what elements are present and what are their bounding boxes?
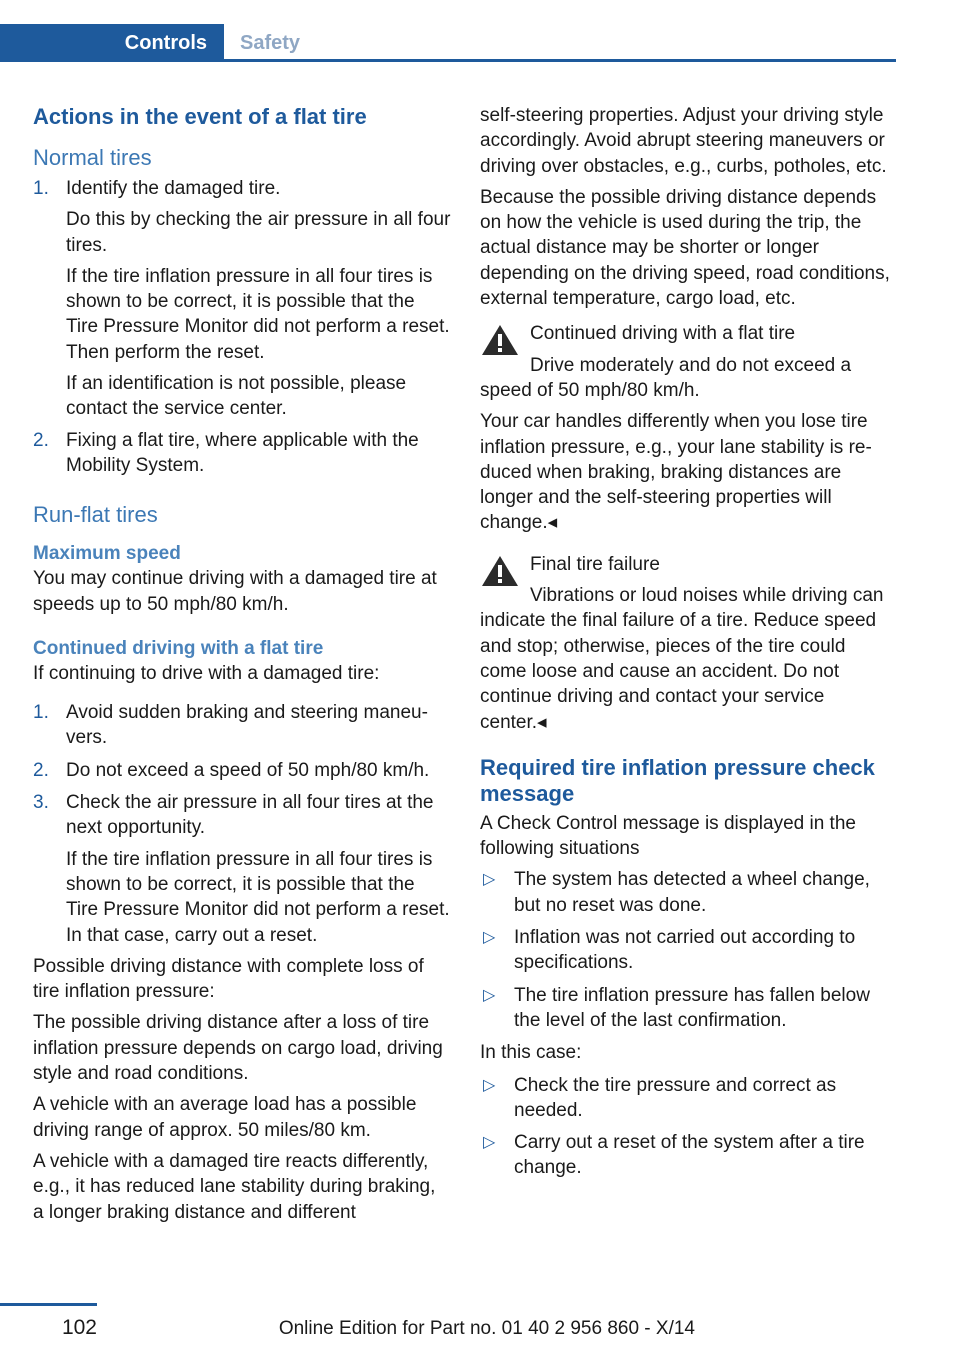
tab-controls-label: Controls [124, 31, 207, 54]
heading-continued-driving: Continued driving with a flat tire [33, 637, 324, 659]
step-text: Check the air pressure in all four tires at the next opportunity. [66, 792, 434, 839]
list-item [480, 867, 894, 918]
list-item [480, 1130, 894, 1181]
warning-icon [480, 323, 520, 357]
step-text: Identify the damaged tire. [66, 178, 281, 199]
paragraph: In this case: [480, 1042, 582, 1064]
tab-safety-label: Safety [240, 31, 301, 54]
step-paragraph: If the tire inflation pressure in all four tires is shown to be correct, it is possible that the Tire Pressure Monitor did not perform a reset. Then perform the reset. [66, 265, 450, 363]
list-item [480, 983, 894, 1034]
list-number: 1. [33, 178, 49, 199]
list-item-text: Check the tire pressure and correct as needed. [514, 1074, 837, 1121]
list-number: 2. [33, 759, 49, 781]
left-column [33, 100, 451, 1225]
right-column [480, 100, 894, 1181]
tab-controls[interactable] [0, 24, 224, 62]
edition-footer: Online Edition for Part no. 01 40 2 956 860 - X/14 [278, 1318, 695, 1339]
list-item [33, 428, 451, 479]
paragraph: If continuing to drive with a damaged tire: [33, 662, 380, 684]
continued-driving-steps [33, 700, 451, 948]
step-text: Do not exceed a speed of 50 mph/80 km/h. [66, 759, 430, 781]
list-item [480, 1073, 894, 1124]
paragraph: A vehicle with an average load has a possible driving range of approx. 50 miles/80 km. [33, 1094, 417, 1141]
normal-tires-steps [33, 176, 451, 478]
heading-run-flat-tires: Run-flat tires [33, 502, 158, 528]
paragraph: A Check Control message is displayed in the following situations [480, 812, 856, 860]
heading-maximum-speed: Maximum speed [33, 543, 181, 565]
list-item-text: The system has detected a wheel change, but no reset was done. [514, 869, 870, 916]
bullet-triangle-icon: ▷ [483, 1076, 496, 1094]
paragraph: Because the possible driving distance depends on how the vehicle is used during the trip, the actual distance may be shorter or longer depending on the driving speed, road conditions, external temperature, cargo load, etc. [480, 186, 890, 310]
step-paragraph: Do this by checking the air pressure in all four tires. [66, 209, 451, 256]
paragraph: Your car handles differently when you lose tire inflation pressure, e.g., your lane stability is reduced when braking, braking distances are longer and the self-steering properties will change.◂ [480, 411, 872, 534]
paragraph: A vehicle with a damaged tire reacts differently, e.g., it has reduced lane stability during braking, a longer braking distance and different [33, 1150, 436, 1223]
check-situations-list [480, 867, 894, 1033]
step-text: Fixing a flat tire, where applicable with the Mobility System. [66, 429, 419, 476]
list-number: 2. [33, 429, 49, 451]
list-number: 1. [33, 702, 49, 724]
list-item [33, 790, 451, 948]
bullet-triangle-icon: ▷ [483, 929, 496, 947]
page-number: 102 [61, 1316, 97, 1339]
step-paragraph: If the tire inflation pressure in all four tires is shown to be correct, it is possible that the Tire Pressure Monitor did not perform a reset. In that case, carry out a reset. [66, 848, 450, 946]
paragraph: Possible driving distance with complete loss of tire inflation pressure: [33, 955, 424, 1003]
paragraph: self-steering properties. Adjust your driving style accordingly. Avoid abrupt steering maneuvers or driving over obstacles, e.g., curbs, potholes, etc. [480, 105, 887, 177]
footer-rule [0, 1303, 97, 1306]
step-paragraph: If an identification is not possible, please contact the service center. [66, 373, 407, 420]
bullet-triangle-icon: ▷ [483, 871, 496, 889]
warning-final-tire-failure [480, 552, 894, 735]
heading-normal-tires: Normal tires [33, 145, 152, 170]
warning-text: Drive moderately and do not exceed a speed of 50 mph/80 km/h. [480, 354, 852, 401]
section-tab-bar [0, 24, 896, 62]
heading-check-message: Required tire inflation pressure check message [480, 754, 875, 806]
tab-safety[interactable] [240, 24, 300, 62]
list-number: 3. [33, 792, 49, 814]
list-item-text: The tire inflation pressure has fallen below the level of the last confirmation. [514, 984, 870, 1031]
list-item [480, 925, 894, 976]
warning-flat-tire [480, 321, 894, 403]
paragraph: You may continue driving with a damaged tire at speeds up to 50 mph/80 km/h. [33, 568, 437, 615]
in-this-case-list [480, 1073, 894, 1181]
warning-title: Continued driving with a flat tire [530, 323, 796, 345]
bullet-triangle-icon: ▷ [483, 1134, 496, 1152]
list-item [33, 176, 451, 422]
list-item-text: Inflation was not carried out according to specifications. [514, 927, 856, 974]
paragraph: The possible driving distance after a loss of tire inflation pressure depends on cargo load, driving style and road conditions. [33, 1012, 443, 1085]
list-item-text: Carry out a reset of the system after a tire change. [514, 1132, 865, 1179]
bullet-triangle-icon: ▷ [483, 986, 496, 1004]
page-title: Actions in the event of a flat tire [33, 104, 367, 129]
list-item [33, 700, 451, 751]
warning-icon [480, 554, 520, 588]
step-text: Avoid sudden braking and steering maneuvers. [66, 702, 428, 749]
warning-title: Final tire failure [530, 553, 660, 575]
warning-text: Vibrations or loud noises while driving can indicate the final failure of a tire. Reduce speed and stop; otherwise, pieces of the tire could come loose and cause an accident. Do not continue driving and contact your service center.◂ [480, 585, 884, 733]
list-item [33, 758, 451, 783]
